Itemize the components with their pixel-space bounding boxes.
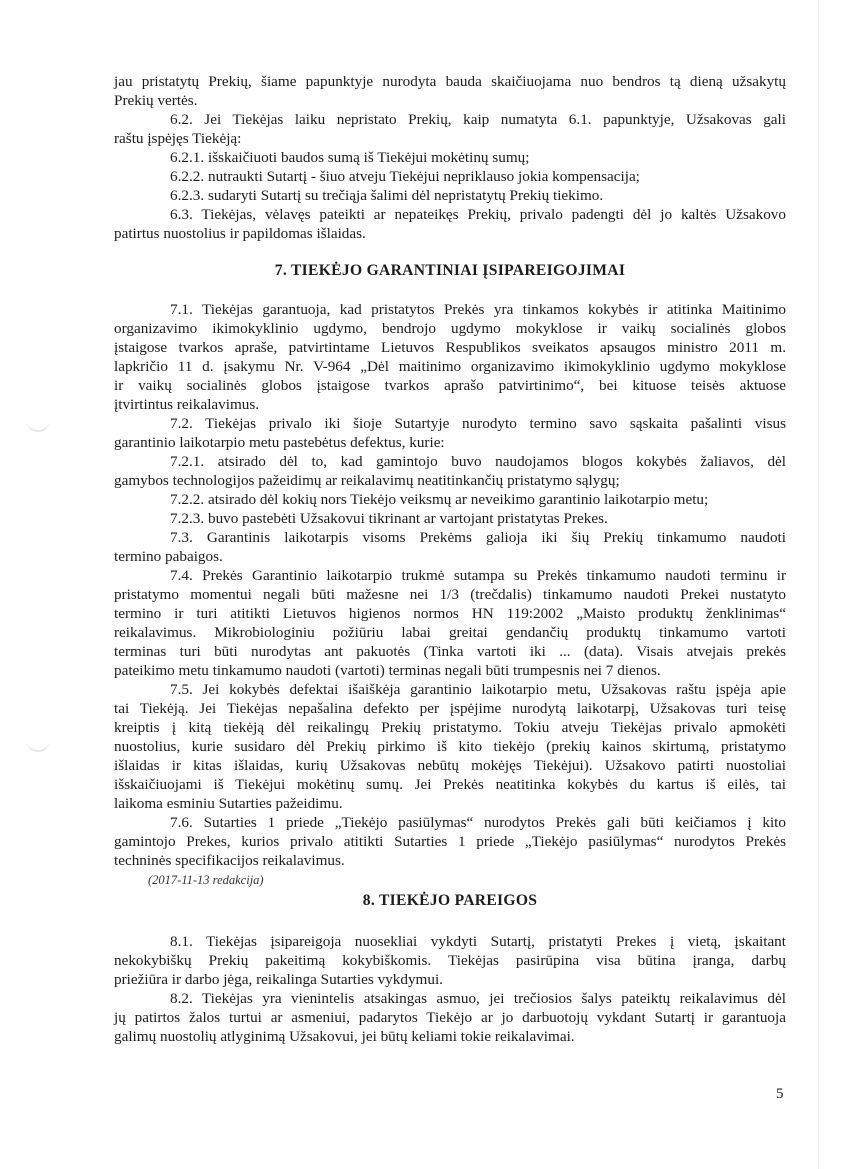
paragraph-6-2: 6.2. Jei Tiekėjas laiku nepristato Prekių, kaip numatyta 6.1. papunktyje, Užsakovas gali <box>170 111 786 128</box>
paragraph-6-2-1: 6.2.1. išskaičiuoti baudos sumą iš Tiekėjui mokėtinų sumų; <box>170 149 530 166</box>
text-line: organizavimo ikimokyklinio ugdymo, bendrojo ugdymo mokyklose ir vaikų socialinės globos <box>114 320 786 337</box>
edition-note: (2017-11-13 redakcija) <box>148 873 264 887</box>
text-line: garantinio laikotarpio metu pastebėtus defektus, kurie: <box>114 434 445 451</box>
text-line: pateikimo metu tinkamumo naudoti (vartoti) terminas negali būti trumpesnis nei 7 dienos. <box>114 662 661 679</box>
text-line: jų patirtos žalos turtui ar asmeniui, padarytos Tiekėjo ar jo darbuotojų vykdant Sutartį ir garantuoja <box>114 1009 786 1026</box>
paragraph-7-3: 7.3. Garantinis laikotarpis visoms Prekėms galioja iki šių Prekių tinkamumo naudoti <box>170 529 786 546</box>
paragraph-7-2-1: 7.2.1. atsirado dėl to, kad gamintojo buvo naudojamos blogos kokybės žaliavos, dėl <box>170 453 786 470</box>
punch-hole-shadow-icon <box>26 738 50 752</box>
text-line: termino ir turi atitikti Lietuvos higienos normos HN 119:2002 „Maisto produktų ženklinimas“ <box>114 605 786 622</box>
text-line: nuostolius, kurie susidaro dėl Prekių pirkimo iš kito tiekėjo (prekių kainos skirtumą, pristatymo <box>114 738 786 755</box>
text-line: terminas turi būti nurodytas ant pakuotės (Tinka vartoti iki ... (data). Visais atvejais prekės <box>114 643 786 660</box>
text-line: raštu įspėjęs Tiekėją: <box>114 130 242 147</box>
text-line: įtvirtintus reikalavimus. <box>114 396 260 413</box>
paragraph-8-1: 8.1. Tiekėjas įsipareigoja nuosekliai vykdyti Sutartį, pristatyti Prekes į vietą, įskaitant <box>170 933 786 950</box>
text-line: išlaidas ir kitas išlaidas, kurių Užsakovas nebūtų mokėjęs Tiekėjui). Užsakovo patirti nuostoliai <box>114 757 786 774</box>
text-line: gamintojo Prekes, kurios privalo atitikti Sutarties 1 priede „Tiekėjo pasiūlymas“ nurodytos Prekės <box>114 833 786 850</box>
paragraph-7-2-3: 7.2.3. buvo pastebėti Užsakovui tikrinant ar vartojant pristatytas Prekes. <box>170 510 608 527</box>
text-line: reikalavimus. Mikrobiologiniu požiūriu labai greitai gendančių produktų tinkamumo vartoti <box>114 624 786 641</box>
paragraph-7-2-2: 7.2.2. atsirado dėl kokių nors Tiekėjo veiksmų ar neveikimo garantinio laikotarpio metu; <box>170 491 709 508</box>
text-line: nekokybiškų Prekių pakeitimą kokybiškomis. Tiekėjas pasirūpina visa būtina įranga, darbų <box>114 952 786 969</box>
text-line: kreiptis į kitą tiekėją dėl reikalingų Prekių pristatymo. Tokiu atveju Tiekėjas privalo apmokėti <box>114 719 786 736</box>
page-number: 5 <box>776 1086 784 1102</box>
text-line: priežiūra ir darbo jėga, reikalinga Sutarties vykdymui. <box>114 971 443 988</box>
text-line: Prekių vertės. <box>114 92 198 109</box>
text-line: ir vaikų socialinės globos įstaigose tvarkos aprašo patvirtinimo“, bei kituose teisės aktuose <box>114 377 786 394</box>
text-line: galimų nuostolių atlyginimą Užsakovui, jei būtų keliami tokie reikalavimai. <box>114 1028 575 1045</box>
text-line: gamybos technologijos pažeidimų ar reikalavimų neatitinkančių pristatymo sąlygų; <box>114 472 620 489</box>
text-line: pristatymo momentui negali būti mažesne nei 1/3 (trečdalis) tinkamumo naudoti Prekei nustatyto <box>114 586 786 603</box>
text-line: išskaičiuojami iš Tiekėjui mokėtinų sumų. Jei Prekės neatitinka kokybės du kartus iš eilės, tai <box>114 776 786 793</box>
text-line: tai Tiekėją. Jei Tiekėjas nepašalina defekto per įspėjime nurodytą laikotarpį, Užsakovas turi teisę <box>114 700 786 717</box>
text-line: laikoma esminiu Sutarties pažeidimu. <box>114 795 343 812</box>
text-line: lapkričio 11 d. įsakymu Nr. V-964 „Dėl maitinimo organizavimo ikimokyklinio ugdymo mokyklose <box>114 358 786 375</box>
paragraph-8-2: 8.2. Tiekėjas yra vienintelis atsakingas asmuo, jei trečiosios šalys pateiktų reikalavimus dėl <box>170 990 786 1007</box>
paragraph-7-6: 7.6. Sutarties 1 priede „Tiekėjo pasiūlymas“ nurodytos Prekės gali būti keičiamos į kito <box>170 814 786 831</box>
paragraph-7-4: 7.4. Prekės Garantinio laikotarpio trukmė sutampa su Prekės tinkamumo naudoti terminu ir <box>170 567 786 584</box>
text-line: įstaigose tvarkos apraše, patvirtintame Lietuvos Respublikos sveikatos apsaugos ministro 2011 m. <box>114 339 786 356</box>
text-line: patirtus nuostolius ir papildomas išlaidas. <box>114 225 366 242</box>
paragraph-7-2: 7.2. Tiekėjas privalo iki šioje Sutartyje nurodyto termino savo sąskaita pašalinti visus <box>170 415 786 432</box>
paragraph-6-3: 6.3. Tiekėjas, vėlavęs pateikti ar nepateikęs Prekių, privalo padengti dėl jo kaltės Užsakovo <box>170 206 786 223</box>
text-line: termino pabaigos. <box>114 548 223 565</box>
section-7-heading: 7. TIEKĖJO GARANTINIAI ĮSIPAREIGOJIMAI <box>274 262 626 279</box>
paragraph-7-5: 7.5. Jei kokybės defektai išaiškėja garantinio laikotarpio metu, Užsakovas raštu įspėja apie <box>170 681 786 698</box>
text-line: techninės specifikacijos reikalavimus. <box>114 852 345 869</box>
punch-hole-shadow-icon <box>26 418 50 432</box>
paragraph-6-2-3: 6.2.3. sudaryti Sutartį su trečiąja šalimi dėl nepristatytų Prekių tiekimo. <box>170 187 604 204</box>
paragraph-7-1: 7.1. Tiekėjas garantuoja, kad pristatytos Prekės yra tinkamos kokybės ir atitinka Maitinimo <box>170 301 786 318</box>
text-line: jau pristatytų Prekių, šiame papunktyje nurodyta bauda skaičiuojama nuo bendros tą dieną užsakytų <box>114 73 786 90</box>
paragraph-6-2-2: 6.2.2. nutraukti Sutartį - šiuo atveju Tiekėjui nepriklauso jokia kompensacija; <box>170 168 640 185</box>
section-8-heading: 8. TIEKĖJO PAREIGOS <box>362 892 538 909</box>
